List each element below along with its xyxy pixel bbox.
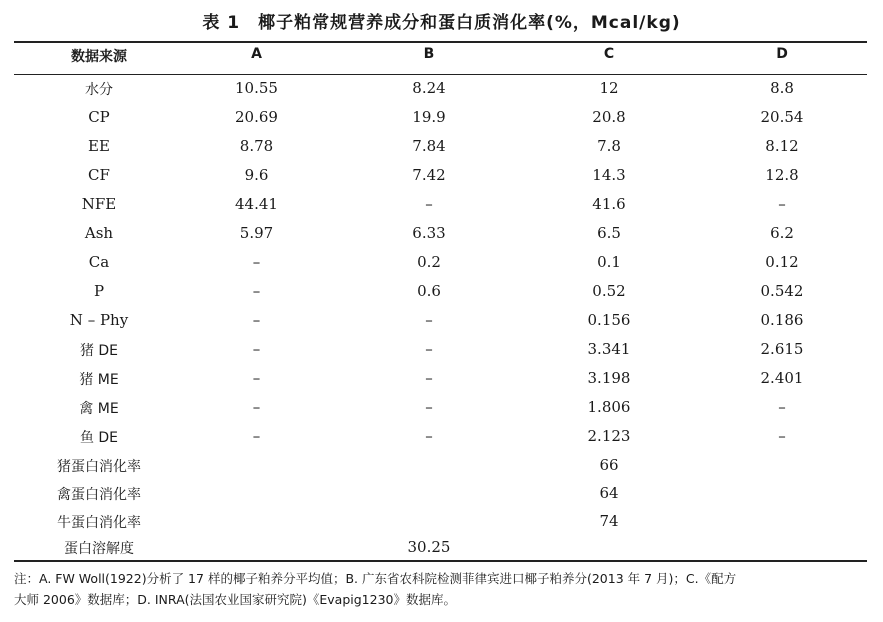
cell-d: – [778,398,786,416]
cell-c: 6.5 [597,224,621,242]
cell-b: 0.2 [417,253,441,271]
cell-b: – [425,311,433,329]
cell-c: 1.806 [587,398,631,416]
row-label: EE [88,137,110,155]
row-label: 禽 ME [79,401,119,417]
cell-b: – [425,369,433,387]
footnote-line-1: 注：A. FW Woll(1922)分析了 17 样的椰子粕养分平均值；B. 广东省农科院检测菲律宾进口椰子粕养分(2013 年 7 月)；C.《配方 [14,571,737,586]
cell-d: 0.186 [760,311,804,329]
cell-a: 5.97 [239,224,274,242]
row-label: Ash [84,224,114,242]
cell-b: 7.42 [412,166,446,184]
cell-b: 8.24 [412,79,446,97]
header-c: C [603,46,615,62]
cell-d: 8.12 [765,137,799,155]
cell-d: 12.8 [765,166,799,184]
cell-b: – [425,398,433,416]
cell-b: 19.9 [412,108,446,126]
row-label: 猪 ME [79,372,119,388]
table-bottom-rule [14,560,867,562]
cell-c: 2.123 [587,427,631,445]
cell-c: 20.8 [592,108,626,126]
row-label: 猪蛋白消化率 [57,459,141,475]
cell-c: 7.8 [597,137,621,155]
cell-c: 64 [599,484,619,502]
table-header-rule [14,74,867,75]
cell-b: – [425,195,433,213]
cell-c: 41.6 [592,195,626,213]
table-top-rule [14,41,867,43]
header-d: D [776,46,788,62]
cell-b: – [425,427,433,445]
footnote-line-2: 大师 2006》数据库；D. INRA(法国农业国家研究院)《Evapig1230》数据库。 [14,592,456,607]
row-label: 蛋白溶解度 [64,541,134,557]
row-label: 禽蛋白消化率 [57,487,141,503]
cell-b: 7.84 [412,137,446,155]
cell-a: 44.41 [235,195,278,213]
cell-c: 66 [599,456,619,474]
table-footnote [14,568,869,610]
cell-d: – [778,427,786,445]
cell-b: 30.25 [407,538,451,556]
cell-a: 9.6 [244,166,269,184]
row-label: NFE [81,195,117,213]
cell-c: 0.52 [592,282,626,300]
row-label: CF [88,166,110,184]
cell-a: 20.69 [235,108,278,126]
cell-a: – [252,427,261,445]
cell-a: 8.78 [239,137,274,155]
row-label: CP [88,108,110,126]
cell-c: 12 [599,79,619,97]
cell-a: – [252,253,261,271]
header-b: B [423,46,435,62]
cell-a: 10.55 [235,79,278,97]
cell-a: – [252,340,261,358]
table-title: 表 1 椰子粕常规营养成分和蛋白质消化率(%，Mcal/kg) [202,13,681,33]
row-label: 水分 [85,82,113,98]
cell-d: 8.8 [770,79,794,97]
cell-b: – [425,340,433,358]
cell-b: 0.6 [417,282,441,300]
row-label: Ca [88,253,110,271]
row-label: N – Phy [69,311,129,329]
row-label: 猪 DE [79,343,119,359]
cell-a: – [252,282,261,300]
cell-d: 0.12 [765,253,799,271]
row-label: 牛蛋白消化率 [57,515,141,531]
cell-d: 20.54 [760,108,804,126]
table-header [14,46,867,72]
cell-c: 74 [599,512,619,530]
cell-d: 6.2 [770,224,794,242]
cell-c: 3.198 [587,369,631,387]
row-label: P [93,282,105,300]
header-source: 数据来源 [71,49,127,65]
row-label: 鱼 DE [79,430,119,446]
cell-a: – [252,369,261,387]
cell-c: 3.341 [587,340,631,358]
cell-c: 0.156 [587,311,631,329]
cell-c: 14.3 [592,166,626,184]
cell-c: 0.1 [597,253,621,271]
header-a: A [251,46,262,62]
cell-d: – [778,195,786,213]
cell-d: 2.401 [760,369,804,387]
cell-a: – [252,311,261,329]
cell-b: 6.33 [412,224,446,242]
cell-d: 0.542 [760,282,804,300]
cell-a: – [252,398,261,416]
cell-d: 2.615 [760,340,804,358]
